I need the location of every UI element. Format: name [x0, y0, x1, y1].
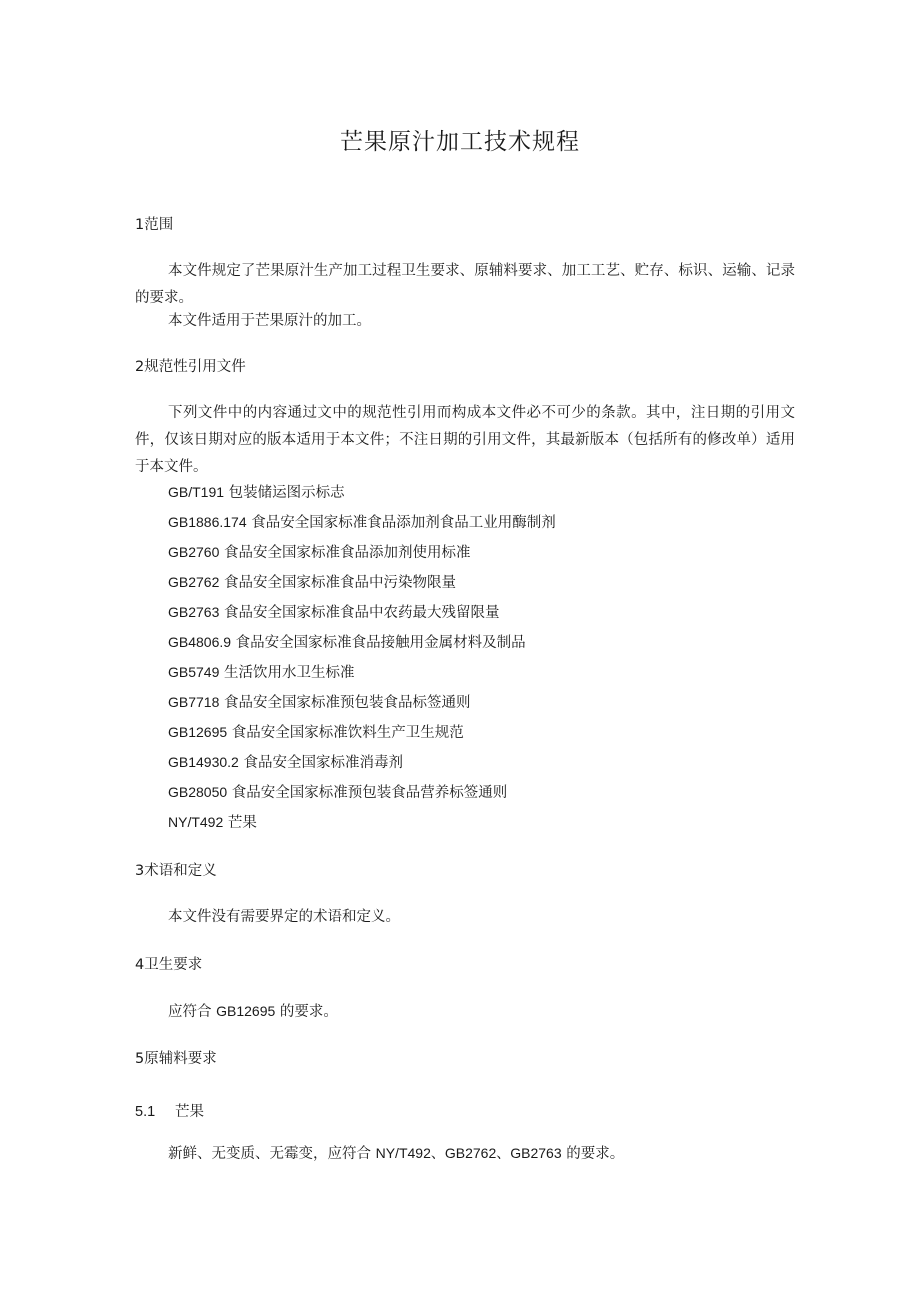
section-3-heading: 3术语和定义 [135, 863, 217, 879]
section-5-heading: 5原辅料要求 [135, 1051, 217, 1067]
reference-code: GB28050 [168, 784, 228, 800]
reference-name: 食品安全国家标准食品中农药最大残留限量 [223, 605, 500, 621]
reference-item [168, 539, 556, 569]
section-5-1-text-code: NY/T492、GB2762、GB2763 [375, 1145, 562, 1161]
reference-name: 食品安全国家标准预包装食品营养标签通则 [231, 785, 508, 801]
reference-name: 芒果 [227, 815, 257, 831]
reference-code: GB4806.9 [168, 634, 232, 650]
section-5-1-text-prefix: 新鲜、无变质、无霉变，应符合 [168, 1146, 371, 1162]
section-2-intro: 下列文件中的内容通过文中的规范性引用而构成本文件必不可少的条款。其中，注日期的引用文件，仅该日期对应的版本适用于本文件；不注日期的引用文件，其最新版本（包括所有的修改单）适用于本文件。 [135, 405, 795, 475]
reference-item [168, 659, 556, 689]
reference-code: GB7718 [168, 694, 220, 710]
reference-code: GB12695 [168, 724, 228, 740]
reference-name: 食品安全国家标准饮料生产卫生规范 [231, 725, 464, 741]
reference-code: GB14930.2 [168, 754, 239, 770]
reference-item [168, 479, 556, 509]
reference-name: 包装储运图示标志 [228, 485, 345, 501]
section-4-text-prefix: 应符合 [168, 1004, 212, 1020]
section-5-1-number: 5.1 [135, 1104, 156, 1120]
section-4-text [168, 1000, 808, 1023]
reference-name: 食品安全国家标准预包装食品标签通则 [223, 695, 471, 711]
reference-code: GB1886.174 [168, 514, 247, 530]
section-5-1-title: 芒果 [175, 1104, 204, 1120]
section-5-1-text [168, 1142, 808, 1165]
reference-item [168, 629, 556, 659]
reference-item [168, 569, 556, 599]
section-1-heading: 1范围 [135, 217, 174, 233]
reference-name: 食品安全国家标准食品中污染物限量 [223, 575, 456, 591]
reference-name: 食品安全国家标准食品添加剂食品工业用酶制剂 [251, 515, 556, 531]
section-2-heading: 2规范性引用文件 [135, 359, 246, 375]
reference-name: 生活饮用水卫生标准 [223, 665, 355, 681]
section-5-1-heading [135, 1101, 204, 1123]
section-5-1-text-suffix: 的要求。 [566, 1146, 625, 1162]
reference-code: GB5749 [168, 664, 220, 680]
reference-code: GB2763 [168, 604, 220, 620]
section-3-text: 本文件没有需要界定的术语和定义。 [168, 909, 400, 925]
reference-name: 食品安全国家标准食品接触用金属材料及制品 [235, 635, 526, 651]
document-title: 芒果原汁加工技术规程 [340, 129, 580, 155]
section-4-text-code: GB12695 [216, 1003, 276, 1019]
reference-code: GB/T191 [168, 484, 225, 500]
reference-item [168, 719, 556, 749]
reference-name: 食品安全国家标准食品添加剂使用标准 [223, 545, 471, 561]
reference-name: 食品安全国家标准消毒剂 [243, 755, 403, 771]
normative-reference-list [168, 479, 556, 839]
section-1-paragraph-2: 本文件适用于芒果原汁的加工。 [168, 313, 371, 329]
reference-item [168, 749, 556, 779]
reference-item [168, 509, 556, 539]
reference-item [168, 779, 556, 809]
reference-code: NY/T492 [168, 814, 224, 830]
section-1-paragraph-1: 本文件规定了芒果原汁生产加工过程卫生要求、原辅料要求、加工工艺、贮存、标识、运输、记录的要求。 [135, 263, 795, 306]
section-4-heading: 4卫生要求 [135, 957, 203, 973]
section-4-text-suffix: 的要求。 [279, 1004, 338, 1020]
reference-code: GB2760 [168, 544, 220, 560]
reference-code: GB2762 [168, 574, 220, 590]
reference-item [168, 809, 556, 839]
reference-item [168, 599, 556, 629]
reference-item [168, 689, 556, 719]
